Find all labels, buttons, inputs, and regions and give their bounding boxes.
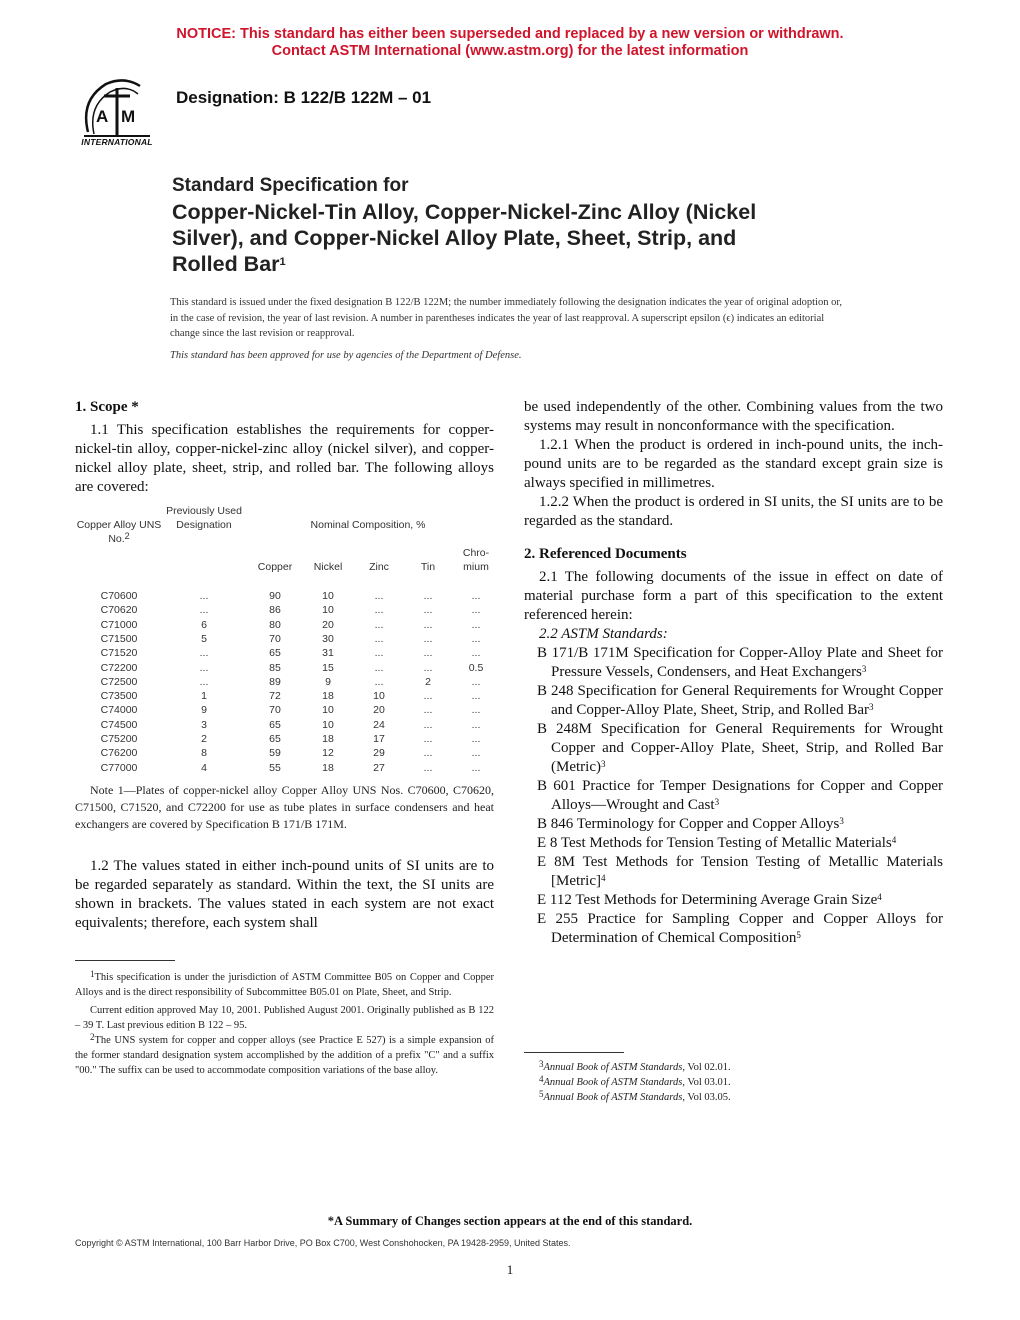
table-cell: 59 (269, 747, 281, 760)
table-cell: ... (471, 747, 481, 760)
referenced-item-mark: 4 (891, 835, 897, 845)
table-cell: C74000 (100, 704, 138, 717)
withdrawal-notice (0, 26, 1020, 60)
footnote-book: Annual Book of ASTM Standards (543, 1062, 683, 1073)
table-cell: 10 (322, 704, 334, 717)
table-cell: 70 (269, 632, 281, 645)
table-cell: ... (423, 590, 433, 602)
table-cell: ... (471, 647, 481, 660)
referenced-item (524, 910, 943, 948)
standard-note: This standard is issued under the fixed designation B 122/B 122M; the number immediately following the designation indicates the year of original adoption or, in the case of revision, the year of last revision. A number in parentheses indicates the year of last reapproval. A superscript epsilon (ϵ) indicates an editorial change since the last revision or reapproval. (170, 297, 843, 339)
approved-note: This standard has been approved for use by agencies of the Department of Defense. (170, 350, 522, 361)
table-cell: 12 (322, 747, 334, 760)
table-cell: ... (374, 647, 384, 660)
table-cell: ... (199, 647, 209, 660)
referenced-item (524, 644, 943, 682)
footnote-volume: , Vol 02.01. (682, 1062, 731, 1073)
table-cell: ... (423, 761, 433, 774)
scope-continued (524, 398, 943, 948)
scope-para-1-2-cont: be used independently of the other. Combining values from the two systems may result in nonconformance with the specification. (524, 399, 943, 434)
table-cell: ... (471, 718, 481, 731)
table-cell: ... (471, 590, 481, 602)
table-cell: 30 (322, 632, 334, 645)
table-cell: 2 (425, 675, 431, 688)
referenced-item-text: B 171/B 171M Specification for Copper-Alloy Plate and Sheet for Pressure Vessels, Condensers, and Heat Exchangers (537, 645, 943, 680)
fn2-text: The UNS system for copper and copper alloys (see Practice E 527) is a simple expansion of the former standard designation system accomplished by the addition of a prefix "C" and a suffix "00." The suffix can be used to accommodate composition variations of the base alloy. (75, 1035, 494, 1076)
footnotes-left (75, 970, 494, 1078)
referenced-item-text: B 248M Specification for General Requirements for Wrought Copper and Copper-Alloy Plate, Sheet, Strip, and Rolled Bar (Metric) (537, 721, 943, 775)
table-cell: ... (471, 704, 481, 717)
table-cell: 6 (201, 618, 207, 631)
referenced-item-text: B 248 Specification for General Requirements for Wrought Copper and Copper-Alloy Plate, Sheet, Strip, and Rolled Bar (537, 683, 943, 718)
table-cell: C76200 (100, 747, 138, 760)
referenced-item-text: E 8 Test Methods for Tension Testing of Metallic Materials (537, 835, 892, 851)
table-cell: ... (374, 604, 384, 617)
table-cell: 89 (269, 675, 281, 688)
table-cell: 8 (201, 747, 207, 760)
scope-heading: 1. Scope * (75, 399, 139, 415)
table-cell: ... (199, 675, 209, 688)
scope-para-1-2-1: 1.2.1 When the product is ordered in inch-pound units, the inch-pound units are to be regarded as the standard except grain size is always specified in millimetres. (524, 437, 943, 491)
footnotes-right (524, 1060, 943, 1105)
referenced-item-mark: 3 (600, 759, 606, 769)
title-footnote-mark: 1 (279, 256, 286, 268)
table-cell: 70 (269, 704, 281, 717)
svg-text:A: A (96, 107, 109, 126)
th-zinc: Zinc (369, 561, 389, 573)
footnote-right (524, 1075, 943, 1090)
referenced-item-mark: 3 (839, 816, 844, 826)
table-cell: C77000 (100, 761, 138, 774)
title-line-2: Copper-Nickel-Tin Alloy, Copper-Nickel-Zinc Alloy (Nickel (172, 200, 757, 224)
referenced-item (524, 891, 943, 910)
th-previously: Previously Used Designation (166, 505, 242, 531)
table-cell: 18 (322, 690, 334, 703)
table-cell: C72500 (100, 675, 138, 688)
table-cell: C75200 (100, 733, 138, 745)
table-cell: ... (374, 618, 384, 631)
footnote-rule-left (75, 960, 175, 961)
referenced-item (524, 682, 943, 720)
table-cell: ... (423, 632, 433, 645)
title-line-1: Standard Specification for (172, 175, 409, 196)
table-cell: ... (423, 690, 433, 703)
referenced-item-mark: 3 (714, 797, 720, 807)
table-cell: ... (423, 604, 433, 617)
table-cell: 24 (373, 718, 385, 731)
referenced-item (524, 720, 943, 777)
th-chromium: Chro-mium (462, 547, 490, 573)
table-cell: ... (423, 618, 433, 631)
table-cell: 29 (373, 747, 385, 760)
table-cell: ... (471, 690, 481, 703)
referenced-item-mark: 4 (600, 873, 606, 883)
table-cell: 10 (322, 604, 334, 617)
th-nominal: Nominal Composition, % (310, 519, 426, 531)
referenced-item-mark: 3 (861, 664, 867, 674)
th-copper: Copper (257, 561, 293, 573)
footnote-mark: 4 (539, 1074, 544, 1084)
table-cell: ... (471, 618, 481, 631)
table-cell: ... (374, 632, 384, 645)
table-cell: ... (423, 704, 433, 717)
table-cell: ... (374, 675, 384, 688)
table-cell: 0.5 (468, 661, 484, 674)
referenced-item-mark: 4 (877, 892, 882, 902)
referenced-item (524, 777, 943, 815)
svg-text:M: M (121, 107, 136, 126)
fn1b-text: Current edition approved May 10, 2001. Published August 2001. Originally published as B 122 – 39 T. Last previous edition B 122 – 95. (75, 1005, 494, 1031)
footnote-volume: , Vol 03.01. (682, 1077, 731, 1088)
table-cell: ... (471, 632, 481, 645)
referenced-item-text: E 112 Test Methods for Determining Average Grain Size (537, 892, 878, 908)
logo-subtitle: INTERNATIONAL (81, 137, 153, 147)
referenced-item (524, 815, 943, 834)
referenced-item (524, 834, 943, 853)
table-cell: 90 (269, 590, 281, 602)
table-cell: 10 (322, 718, 334, 731)
table-cell: C73500 (100, 690, 138, 703)
table-cell: 65 (269, 733, 281, 745)
table-cell: 9 (325, 675, 331, 688)
table-cell: ... (374, 590, 384, 602)
copyright: Copyright © ASTM International, 100 Barr Harbor Drive, PO Box C700, West Conshohocken, PA 19428-2959, United States. (75, 1238, 571, 1248)
table-cell: 72 (269, 690, 281, 703)
table-cell: ... (471, 761, 481, 774)
table-cell: 2 (201, 733, 207, 745)
footnote-mark: 3 (539, 1059, 544, 1069)
document-title (172, 174, 862, 277)
note-1: Note 1—Plates of copper-nickel alloy Copper Alloy UNS Nos. C70600, C70620, C71500, C71520, and C72200 for use as tube plates in surface condensers and heat exchangers are covered by Specification B 171/B 171M. (75, 783, 494, 831)
table-cell: ... (471, 733, 481, 745)
table-cell: 15 (322, 661, 334, 674)
table-cell: C71500 (100, 632, 138, 645)
ref-para-2-2: 2.2 ASTM Standards: (539, 626, 668, 642)
table-cell: 18 (322, 733, 334, 745)
table-cell: 27 (373, 761, 385, 774)
th-nickel: Nickel (313, 561, 343, 573)
footnote-mark: 5 (539, 1089, 544, 1099)
referenced-item-mark: 5 (796, 930, 801, 940)
footnote-book: Annual Book of ASTM Standards (543, 1077, 683, 1088)
table-cell: 55 (269, 761, 281, 774)
table-cell: C74500 (100, 718, 138, 731)
table-cell: 3 (201, 718, 207, 731)
referenced-item-mark: 3 (868, 702, 874, 712)
notice-line-1: NOTICE: This standard has either been superseded and replaced by a new version or withdrawn. (176, 26, 844, 42)
referenced-item-text: B 601 Practice for Temper Designations for Copper and Copper Alloys—Wrought and Cast (537, 778, 943, 813)
table-cell: C70600 (100, 590, 138, 602)
table-cell: C70620 (100, 604, 138, 617)
scope-section (75, 398, 494, 497)
page-number: 1 (506, 1262, 514, 1277)
fn1-mark: 1 (90, 969, 95, 979)
table-cell: 1 (201, 690, 207, 703)
table-cell: ... (199, 590, 209, 602)
table-cell: 4 (201, 761, 207, 774)
table-cell: 31 (322, 647, 334, 660)
table-cell: C72200 (100, 661, 138, 674)
th-uns-mark: 2 (124, 531, 130, 541)
table-cell: ... (423, 747, 433, 760)
table-cell: ... (471, 675, 481, 688)
table-cell: 20 (373, 704, 385, 717)
scope-para-1-2: 1.2 The values stated in either inch-pound units of SI units are to be regarded separately as standard. Within the text, the SI units are shown in brackets. The values stated in each system are not exact equivalents; therefore, each system shall (75, 858, 494, 931)
summary-note: *A Summary of Changes section appears at the end of this standard. (327, 1214, 693, 1228)
fn2-mark: 2 (90, 1032, 95, 1042)
table-cell: 18 (322, 761, 334, 774)
fn1-text: This specification is under the jurisdiction of ASTM Committee B05 on Copper and Copper Alloys and is the direct responsibility of Subcommittee B05.01 on Plate, Sheet, and Strip. (75, 972, 494, 998)
table-cell: 20 (322, 618, 334, 631)
footnote-volume: , Vol 03.05. (682, 1092, 731, 1103)
title-line-3: Silver), and Copper-Nickel Alloy Plate, Sheet, Strip, and (172, 226, 737, 250)
table-cell: 10 (322, 590, 334, 602)
th-uns: Copper Alloy UNS No. (76, 519, 162, 545)
table-cell: ... (423, 733, 433, 745)
referenced-item-text: B 846 Terminology for Copper and Copper Alloys (537, 816, 840, 832)
table-cell: ... (423, 661, 433, 674)
table-cell: C71000 (100, 618, 138, 631)
table-cell: ... (374, 661, 384, 674)
table-cell: 5 (201, 632, 207, 645)
referenced-item-text: E 8M Test Methods for Tension Testing of Metallic Materials [Metric] (537, 854, 943, 889)
table-cell: 17 (373, 733, 385, 745)
title-line-4: Rolled Bar (172, 252, 280, 276)
referenced-item (524, 853, 943, 891)
referenced-list (524, 644, 943, 948)
table-cell: 86 (269, 604, 281, 617)
referenced-heading: 2. Referenced Documents (524, 546, 687, 562)
footnote-right (524, 1060, 943, 1075)
table-cell: 80 (269, 618, 281, 631)
scope-para-1-2-2: 1.2.2 When the product is ordered in SI units, the SI units are to be regarded as the standard. (524, 494, 943, 529)
designation: Designation: B 122/B 122M – 01 (176, 88, 432, 107)
table-cell: 65 (269, 718, 281, 731)
table-cell: 65 (269, 647, 281, 660)
table-cell: 10 (373, 690, 385, 703)
table-cell: 9 (201, 704, 207, 717)
th-tin: Tin (420, 561, 436, 573)
footnote-right (524, 1090, 943, 1105)
table-cell: ... (199, 661, 209, 674)
table-cell: C71520 (100, 647, 138, 660)
scope-para-1-1: 1.1 This specification establishes the requirements for copper-nickel-tin alloy, copper-nickel-zinc alloy (nickel silver), and copper-nickel alloy plate, sheet, strip, and rolled bar. The following alloys are covered: (75, 422, 494, 495)
footnote-book: Annual Book of ASTM Standards (543, 1092, 683, 1103)
table-cell: ... (199, 604, 209, 617)
table-cell: 85 (269, 661, 281, 674)
table-cell: ... (471, 604, 481, 617)
table-cell: ... (423, 647, 433, 660)
alloy-table (75, 500, 495, 780)
table-cell: ... (423, 718, 433, 731)
referenced-item-text: E 255 Practice for Sampling Copper and Copper Alloys for Determination of Chemical Composition (537, 911, 943, 946)
footnote-rule-right (524, 1052, 624, 1053)
notice-line-2: Contact ASTM International (www.astm.org) for the latest information (271, 43, 749, 59)
ref-para-2-1: 2.1 The following documents of the issue in effect on date of material purchase form a part of this specification to the extent referenced herein: (524, 569, 943, 623)
